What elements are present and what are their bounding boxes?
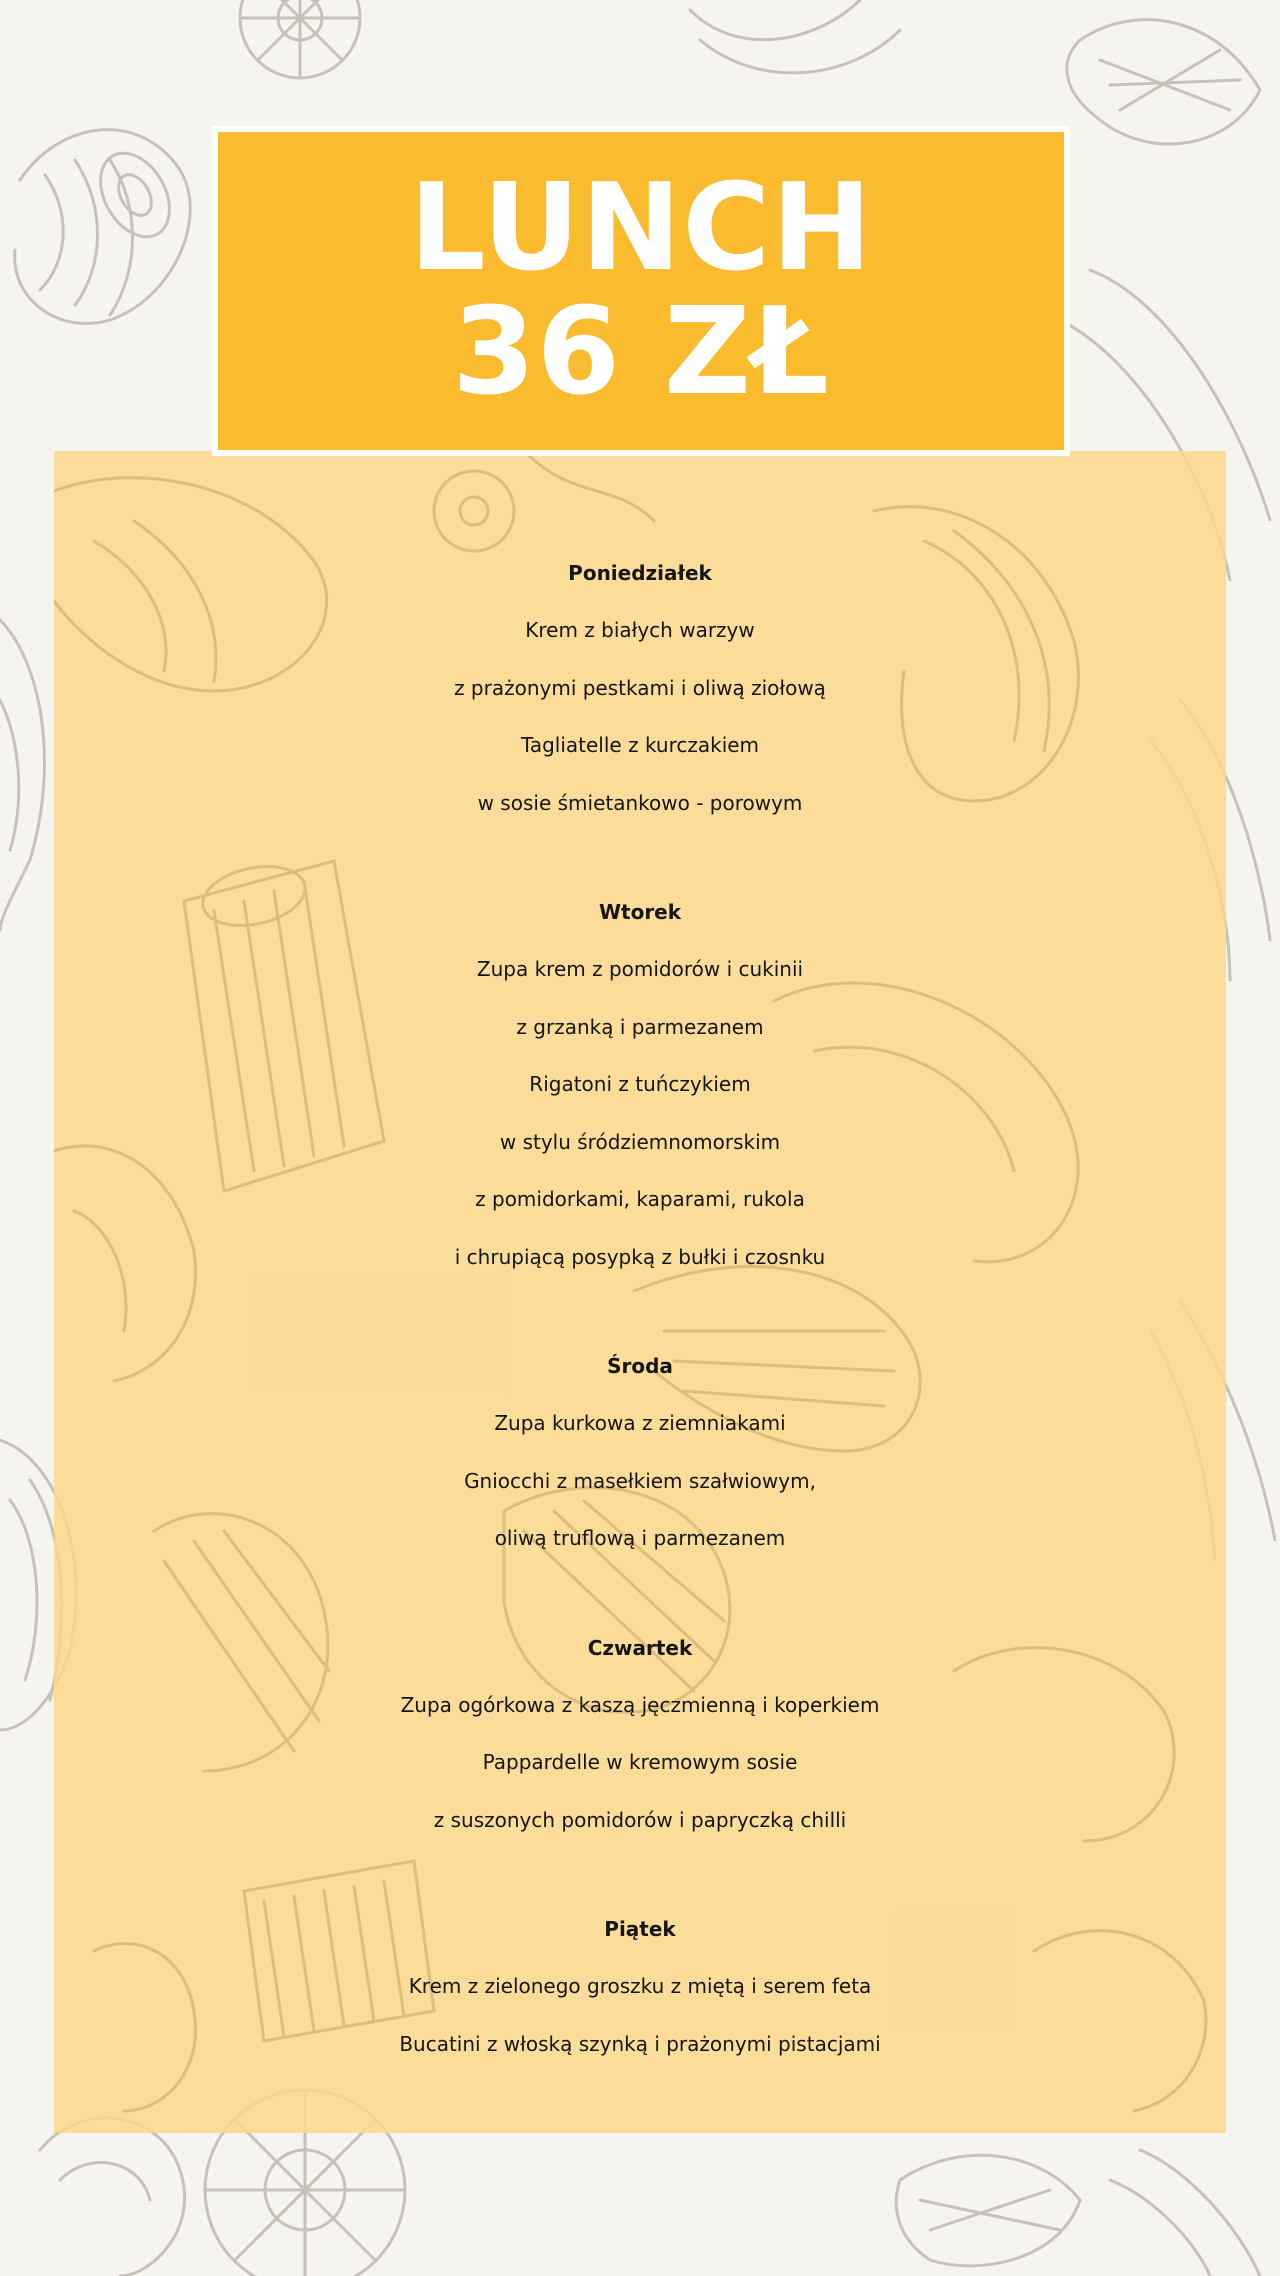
day-name: Poniedziałek	[568, 561, 712, 585]
title-lunch: LUNCH	[409, 159, 873, 298]
dish-line: i chrupiącą posypką z bułki i czosnku	[454, 1244, 826, 1269]
day-name: Środa	[607, 1354, 673, 1378]
dish-line: Tagliatelle z kurczakiem	[520, 733, 760, 757]
day-monday	[54, 545, 1226, 832]
day-thursday	[54, 1620, 1226, 1850]
dish-line: Zupa kurkowa z ziemniakami	[494, 1411, 786, 1435]
dish-line: Rigatoni z tuńczykiem	[529, 1072, 751, 1096]
day-friday	[54, 1901, 1226, 2073]
day-tuesday	[54, 884, 1226, 1286]
day-name: Wtorek	[598, 900, 682, 924]
dish-line: Krem z białych warzyw	[525, 618, 755, 642]
dish-line: z suszonych pomidorów i papryczką chilli	[433, 1807, 847, 1832]
day-name: Piątek	[604, 1917, 676, 1941]
dish-line: oliwą truflową i parmezanem	[494, 1526, 786, 1550]
dish-line: w sosie śmietankowo - porowym	[477, 790, 803, 815]
dish-line: Krem z zielonego groszku z miętą i serem feta	[408, 1974, 872, 1998]
title-banner	[212, 126, 1070, 456]
dish-line: z pomidorkami, kaparami, rukola	[475, 1187, 805, 1211]
dish-line: Zupa ogórkowa z kaszą jęczmienną i koperkiem	[400, 1692, 880, 1717]
weekly-menu	[54, 545, 1226, 2125]
title-price: 36 ZŁ	[452, 283, 830, 422]
dish-line: z prażonymi pestkami i oliwą ziołową	[454, 675, 826, 700]
dish-line: Bucatini z włoską szynką i prażonymi pistacjami	[399, 2031, 881, 2056]
dish-line: w stylu śródziemnomorskim	[499, 1129, 781, 1154]
dish-line: z grzanką i parmezanem	[516, 1014, 764, 1039]
dish-line: Pappardelle w kremowym sosie	[482, 1750, 798, 1774]
day-wednesday	[54, 1338, 1226, 1568]
dish-line: Gniocchi z masełkiem szałwiowym,	[464, 1468, 816, 1493]
dish-line: Zupa krem z pomidorów i cukinii	[476, 957, 804, 981]
day-name: Czwartek	[587, 1635, 693, 1660]
